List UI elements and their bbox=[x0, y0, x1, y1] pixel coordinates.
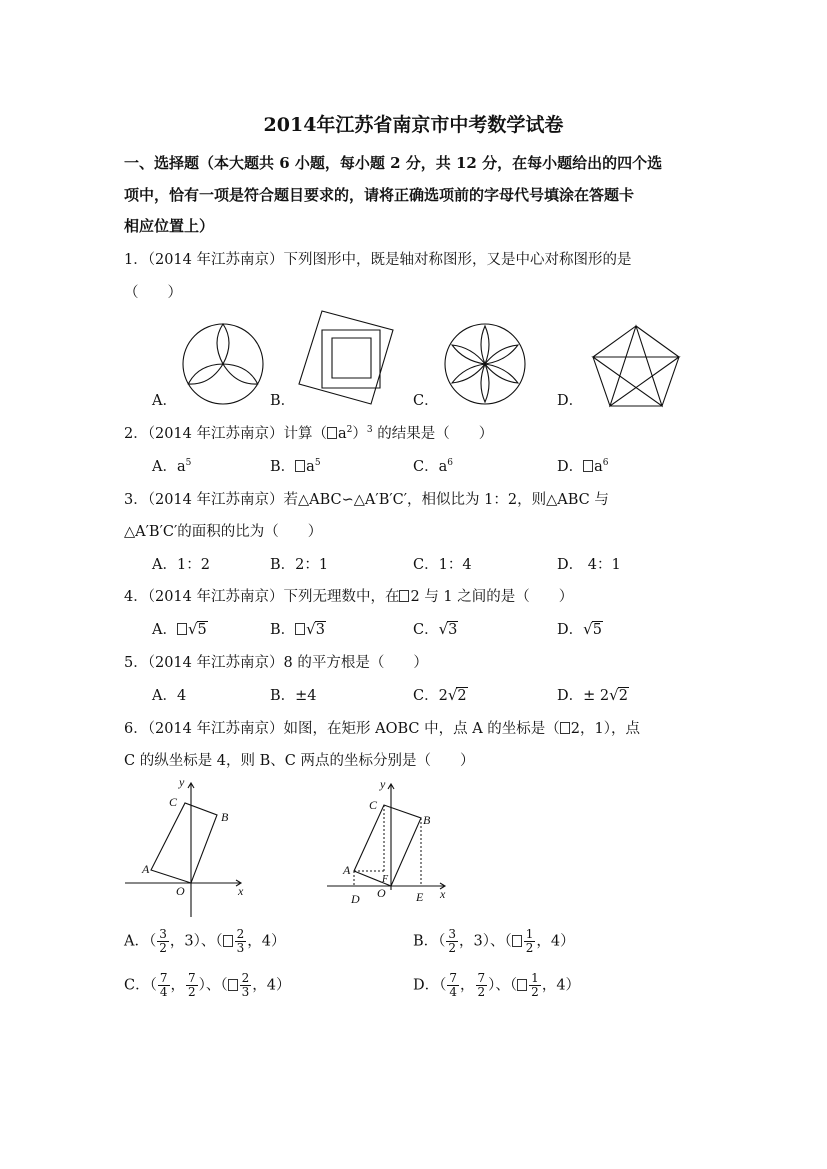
q4-stem: 4．（2014 年江苏南京）下列无理数中，在 2 与 1 之间的是（ ） bbox=[124, 589, 574, 605]
q3-option-b: B．2：1 bbox=[270, 557, 329, 573]
fig2-label-y: y bbox=[380, 777, 386, 791]
fig1-label-b: B bbox=[221, 810, 229, 824]
q5-stem: 5．（2014 年江苏南京）8 的平方根是（ ） bbox=[124, 655, 428, 671]
q2-stem: 2．（2014 年江苏南京）计算（ $a^2)^3$ 的结果是（ ） bbox=[124, 425, 494, 442]
q3-stem-line2: △A′B′C′的面积的比为（ ） bbox=[124, 524, 323, 540]
q1-option-c-label: C． bbox=[413, 393, 439, 409]
q1-figure-c bbox=[440, 322, 530, 406]
fig1-label-o: O bbox=[176, 884, 185, 898]
q5-option-a: A．4 bbox=[152, 688, 187, 704]
q3-stem-line1: 3．（2014 年江苏南京）若△ABC∽△A′B′C′，相似比为 1：2，则△ABC 与 bbox=[124, 492, 609, 508]
q5-option-b: B．±4 bbox=[270, 688, 317, 704]
q2-option-d: D． $a^6$ bbox=[557, 458, 609, 475]
section-header-line2: 项中，恰有一项是符合题目要求的，请将正确选项前的字母代号填涂在答题卡 bbox=[124, 186, 635, 204]
q1-option-a-label: A． bbox=[152, 393, 177, 409]
section-header-line1: 一、选择题（本大题共 6 小题，每小题 2 分，共 12 分，在每小题给出的四个选 bbox=[124, 154, 663, 172]
q1-option-b-label: B． bbox=[270, 393, 296, 409]
q6-option-a: A．（ $\frac{3}{2}$ ，3）、（ $\frac{2}{3}$ ，4） bbox=[124, 927, 286, 955]
section-header-line3: 相应位置上） bbox=[124, 217, 215, 235]
q1-stem-line1: 1．（2014 年江苏南京）下列图形中，既是轴对称图形，又是中心对称图形的是 bbox=[124, 252, 632, 268]
fig2-label-x: x bbox=[440, 887, 446, 901]
fig2-label-b: B bbox=[423, 813, 431, 827]
q5-option-c: C．2√2 bbox=[413, 686, 467, 704]
q3-option-c: C．1：4 bbox=[413, 557, 472, 573]
fig1-label-a: A bbox=[142, 862, 150, 876]
q3-option-d: D． 4：1 bbox=[557, 557, 621, 573]
q2-option-c: C．$a^6$ bbox=[413, 458, 453, 475]
unknown-glyph-box bbox=[327, 427, 337, 439]
q4-option-b: B． √3 bbox=[270, 620, 325, 638]
q6-figure-1 bbox=[120, 772, 250, 922]
page-title: 2014年江苏省南京市中考数学试卷 bbox=[263, 114, 564, 136]
q1-option-d-label: D． bbox=[557, 393, 584, 409]
fig2-label-o: O bbox=[377, 886, 386, 900]
fig2-label-e: E bbox=[416, 890, 424, 904]
fig2-label-a: A bbox=[343, 863, 351, 877]
q6-option-b: B．（ $\frac{3}{2}$ ，3）、（ $\frac{1}{2}$ ，4） bbox=[413, 927, 575, 955]
fig2-label-d: D bbox=[351, 892, 360, 906]
q6-stem-line2: C 的纵坐标是 4，则 B、C 两点的坐标分别是（ ） bbox=[124, 753, 475, 769]
q6-option-d: D．（ $\frac{7}{4}$ ， $\frac{7}{2}$ ）、（ $\frac{1}{2}$ ，4） bbox=[413, 971, 581, 999]
q1-figure-d bbox=[586, 322, 686, 408]
q6-stem-line1: 6．（2014 年江苏南京）如图，在矩形 AOBC 中，点 A 的坐标是（ 2，1），点 bbox=[124, 721, 640, 737]
q1-stem-line2: （ ） bbox=[124, 285, 182, 301]
q1-figure-b bbox=[296, 308, 396, 408]
q1-figure-a bbox=[178, 322, 268, 406]
q4-option-d: D．√5 bbox=[557, 620, 602, 638]
q2-option-a: A．$a^5$ bbox=[152, 458, 192, 475]
q2-option-b: B． $a^5$ bbox=[270, 458, 321, 475]
q5-option-d: D．± 2√2 bbox=[557, 686, 628, 704]
fig2-label-f: F bbox=[382, 874, 389, 885]
q3-option-a: A．1：2 bbox=[152, 557, 210, 573]
q4-option-c: C．√3 bbox=[413, 620, 458, 638]
fig1-label-c: C bbox=[169, 795, 178, 809]
fig1-label-x: x bbox=[238, 884, 244, 898]
fig2-label-c: C bbox=[369, 798, 378, 812]
q4-option-a: A． √5 bbox=[152, 620, 207, 638]
q6-figure-2 bbox=[322, 772, 452, 922]
q6-option-c: C．（ $\frac{7}{4}$ ， $\frac{7}{2}$ ）、（ $\frac{2}{3}$ ，4） bbox=[124, 971, 291, 999]
fig1-label-y: y bbox=[179, 775, 185, 789]
